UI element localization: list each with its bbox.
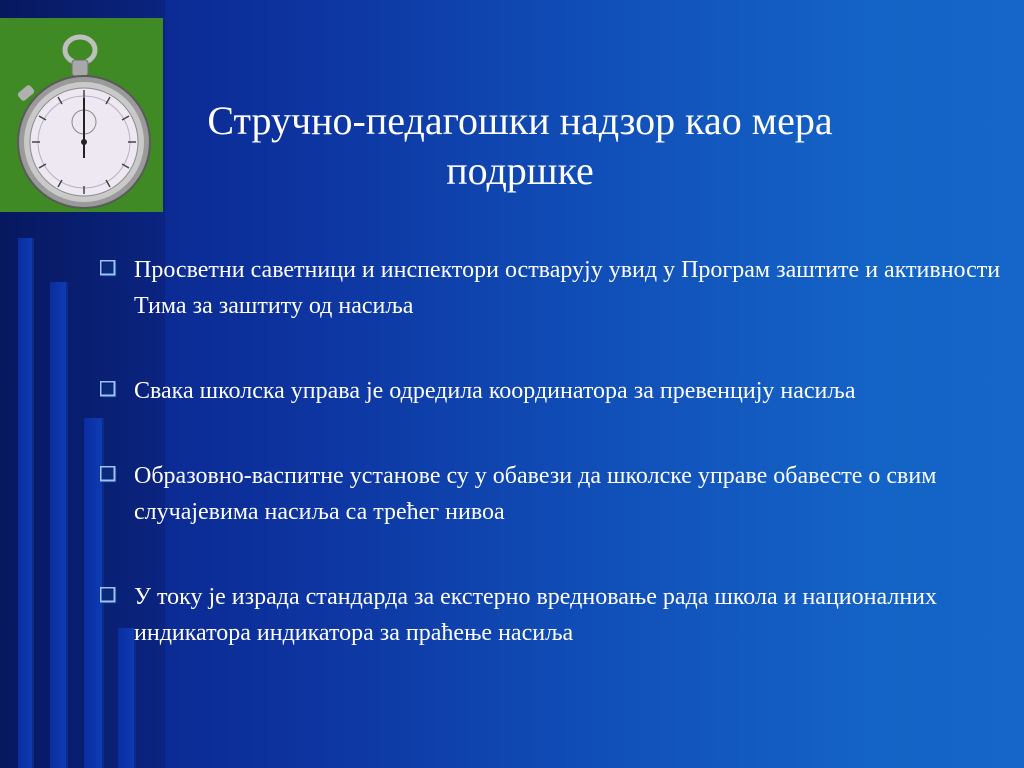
decorative-bar (18, 238, 34, 768)
bullet-item (98, 373, 1008, 409)
checkbox-bullet-icon (100, 587, 119, 606)
bullet-item (98, 458, 1008, 530)
bullet-text: Образовно-васпитне установе су у обавези да школске управе обавесте о свим случајевима насиља са трећег нивоа (134, 463, 937, 525)
checkbox-bullet-icon (100, 466, 119, 485)
bullet-text: Просветни саветници и инспектори остварују увид у Програм заштите и активности Тима за заштиту од насиља (134, 257, 1001, 319)
stopwatch-icon (0, 18, 163, 212)
bullet-item (98, 252, 1008, 324)
stopwatch-logo (0, 18, 163, 212)
bullet-list (98, 252, 1008, 700)
slide-title-line-1: Стручно-педагошки надзор као мера (207, 98, 833, 143)
bullet-text: Свака школска управа је одредила координатора за превенцију насиља (134, 378, 856, 404)
bullet-text: У току је израда стандарда за екстерно вредновање рада школа и националних индикатора индикатора за праћење насиља (134, 584, 938, 646)
slide-title (160, 96, 880, 196)
checkbox-bullet-icon (100, 381, 119, 400)
checkbox-bullet-icon (100, 260, 119, 279)
decorative-bar (50, 282, 68, 768)
bullet-item (98, 579, 1008, 651)
slide-title-line-2: подршке (446, 148, 594, 193)
